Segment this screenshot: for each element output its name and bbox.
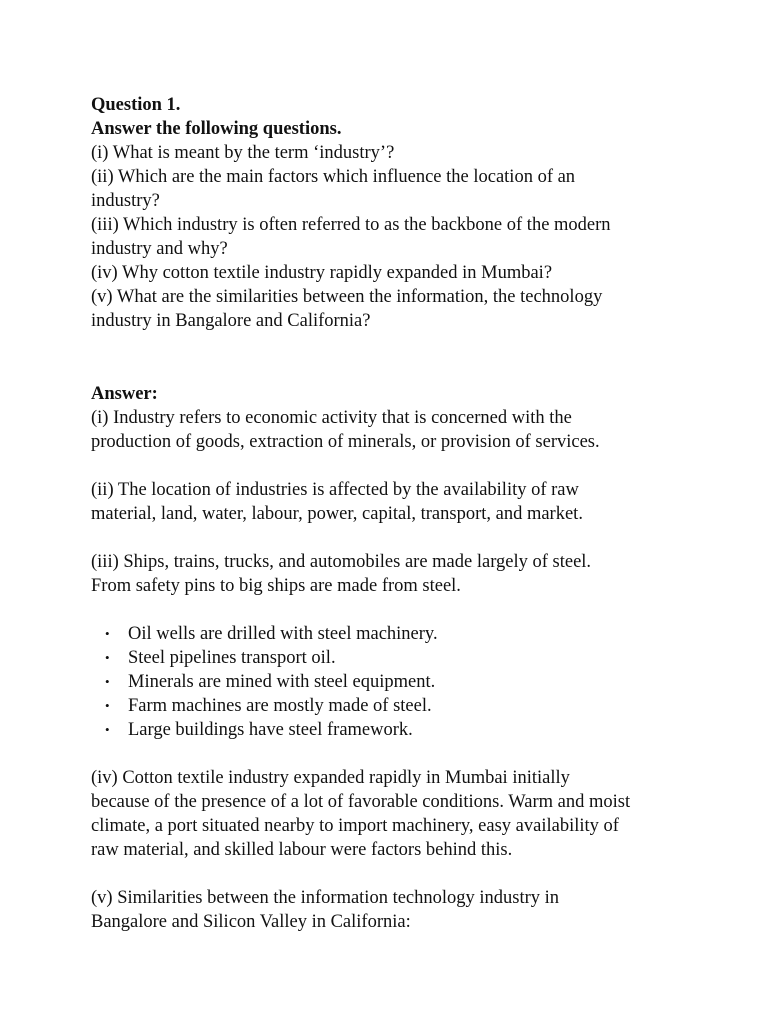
- bullet-icon: •: [105, 650, 110, 665]
- question-line: (v) What are the similarities between the information, the technology: [91, 287, 603, 307]
- document-page: [91, 93, 731, 934]
- bullet-icon: •: [105, 698, 110, 713]
- list-item: [91, 622, 731, 646]
- question-line: industry and why?: [91, 239, 228, 259]
- answer-iv-line: (iv) Cotton textile industry expanded rapidly in Mumbai initially: [91, 768, 570, 788]
- question-line: (iii) Which industry is often referred to as the backbone of the modern: [91, 215, 611, 235]
- answer-iii-line: (iii) Ships, trains, trucks, and automobiles are made largely of steel.: [91, 552, 592, 572]
- answer-v-line: Bangalore and Silicon Valley in California:: [91, 912, 411, 932]
- question-instruction: Answer the following questions.: [91, 119, 342, 139]
- answer-i-line: production of goods, extraction of minerals, or provision of services.: [91, 432, 600, 452]
- bullet-icon: •: [105, 674, 110, 689]
- answer-iii-line: From safety pins to big ships are made from steel.: [91, 576, 461, 596]
- answer-ii-line: material, land, water, labour, power, capital, transport, and market.: [91, 504, 583, 524]
- bullet-icon: •: [105, 626, 110, 641]
- question-line: (ii) Which are the main factors which influence the location of an: [91, 167, 576, 187]
- list-item-text: Farm machines are mostly made of steel.: [128, 696, 432, 716]
- spacer: [91, 526, 731, 550]
- list-item-text: Minerals are mined with steel equipment.: [128, 672, 436, 692]
- list-item-text: Large buildings have steel framework.: [128, 720, 413, 740]
- bullet-icon: •: [105, 722, 110, 737]
- spacer: [91, 742, 731, 766]
- question-line: (iv) Why cotton textile industry rapidly expanded in Mumbai?: [91, 263, 553, 283]
- answer-iv-line: because of the presence of a lot of favorable conditions. Warm and moist: [91, 792, 631, 812]
- steel-uses-list: [91, 622, 731, 742]
- list-item: [91, 694, 731, 718]
- answer-v-line: (v) Similarities between the information technology industry in: [91, 888, 560, 908]
- question-line: industry?: [91, 191, 160, 211]
- list-item: [91, 670, 731, 694]
- answer-i-line: (i) Industry refers to economic activity that is concerned with the: [91, 408, 572, 428]
- list-item-text: Oil wells are drilled with steel machinery.: [128, 624, 438, 644]
- answer-iv-line: raw material, and skilled labour were factors behind this.: [91, 840, 513, 860]
- spacer: [91, 862, 731, 886]
- answer-heading: Answer:: [91, 384, 158, 404]
- list-item: [91, 718, 731, 742]
- answer-iv-line: climate, a port situated nearby to import machinery, easy availability of: [91, 816, 619, 836]
- list-item: [91, 646, 731, 670]
- list-item-text: Steel pipelines transport oil.: [128, 648, 336, 668]
- spacer: [91, 333, 731, 382]
- question-line: (i) What is meant by the term ‘industry’?: [91, 143, 395, 163]
- spacer: [91, 598, 731, 622]
- spacer: [91, 454, 731, 478]
- answer-ii-line: (ii) The location of industries is affected by the availability of raw: [91, 480, 579, 500]
- question-line: industry in Bangalore and California?: [91, 311, 371, 331]
- question-heading: Question 1.: [91, 95, 181, 115]
